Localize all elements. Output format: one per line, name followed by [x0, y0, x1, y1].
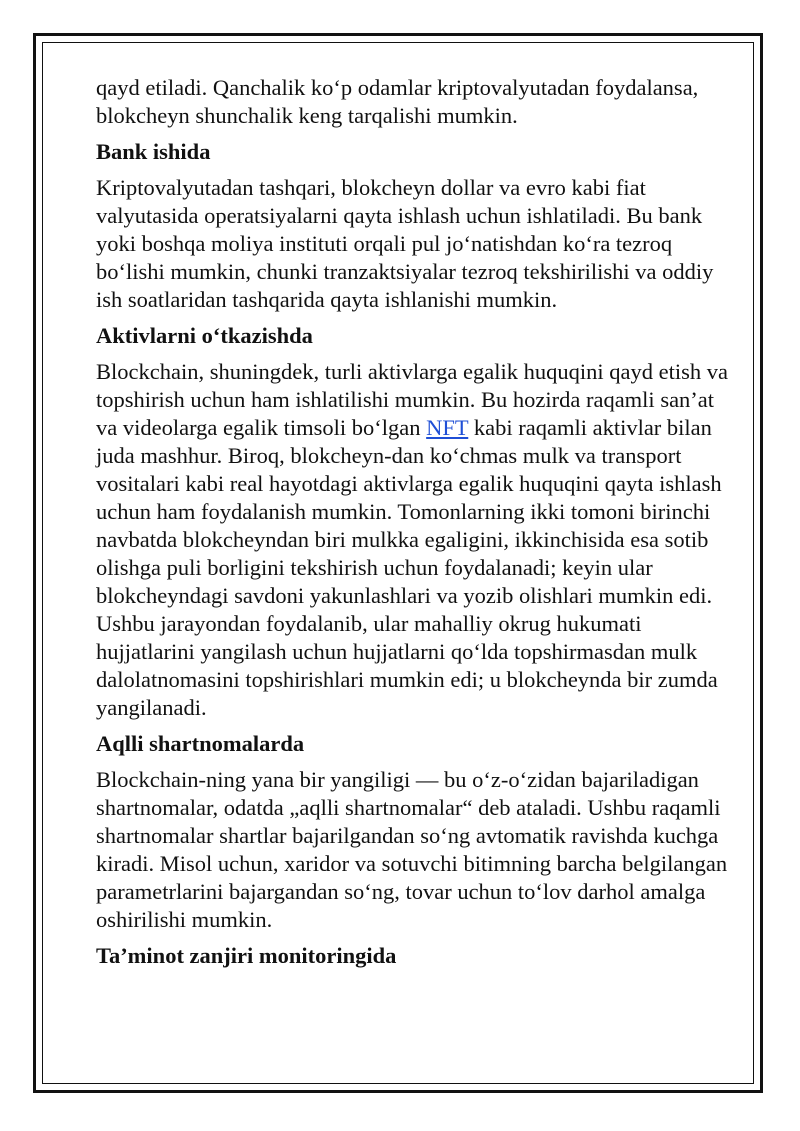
- paragraph-smart-contracts: Blockchain-ning yana bir yangiligi — bu o‘z-o‘zidan bajariladigan shartnomalar, odatda „aqlli shartnomalar“ deb ataladi. Ushbu raqamli shartnomalar shartlar bajarilgandan so‘ng avtomatik ravishda kuchga kiradi. Misol uchun, xaridor va sotuvchi bitimning barcha belgilangan parametrlarini bajargandan so‘ng, tovar uchun to‘lov darhol amalga oshirilishi mumkin.: [96, 767, 728, 932]
- heading-smart-contracts: Aqlli shartnomalarda: [96, 731, 305, 756]
- heading-bank: Bank ishida: [96, 139, 211, 164]
- heading-supply-chain: Ta’minot zanjiri monitoringida: [96, 943, 397, 968]
- intro-paragraph: qayd etiladi. Qanchalik ko‘p odamlar kriptovalyutadan foydalansa, blokcheyn shunchalik keng tarqalishi mumkin.: [96, 75, 699, 128]
- paragraph-assets-part1: Blockchain, shuningdek, turli aktivlarga egalik huquqini qayd etish va topshirish uchun ham ishlatilishi mumkin. Bu hozirda raqamli san’at va videolarga egalik timsoli bo‘lgan: [96, 359, 728, 440]
- paragraph-bank: Kriptovalyutadan tashqari, blokcheyn dollar va evro kabi fiat valyutasida operatsiyalarni qayta ishlash uchun ishlatiladi. Bu bank yoki boshqa moliya instituti orqali pul jo‘natishdan ko‘ra tezroq bo‘lishi mumkin, chunki tranzaktsiyalar tezroq tekshirilishi va oddiy ish soatlaridan tashqarida qayta ishlanishi mumkin.: [96, 175, 714, 312]
- paragraph-assets-part2: kabi raqamli aktivlar bilan juda mashhur. Biroq, blokcheyn-dan ko‘chmas mulk va transport vositalari kabi real hayotdagi aktivlarga egalik huquqini qayta ishlash uchun ham foydalanish mumkin. Tomonlarning ikki tomoni birinchi navbatda blokcheyndan biri mulkka egaligini, ikkinchisida esa sotib olishga puli borligini tekshirish uchun foydalanadi; keyin ular blokcheyndagi savdoni yakunlashlari va yozib olishlari mumkin edi. Ushbu jarayondan foydalanib, ular mahalliy okrug hukumati hujjatlarini yangilash uchun hujjatlarni qo‘lda topshirmasdan mulk dalolatnomasini topshirishlari mumkin edi; u blokcheynda bir zumda yangilanadi.: [96, 415, 722, 720]
- document-body: [96, 74, 736, 970]
- nft-link[interactable]: NFT: [426, 415, 469, 440]
- paragraph-assets: [96, 358, 736, 722]
- heading-assets: Aktivlarni o‘tkazishda: [96, 323, 313, 348]
